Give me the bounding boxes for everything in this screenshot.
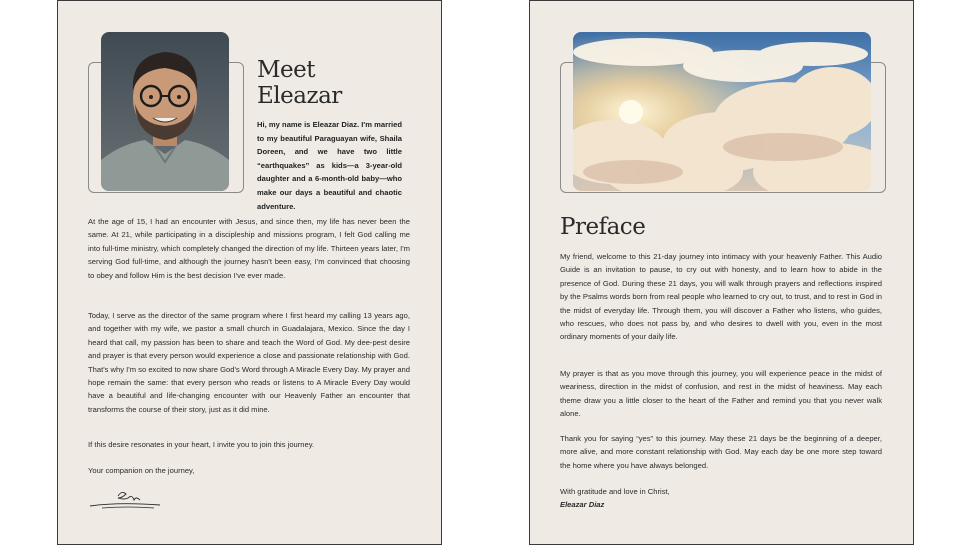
page-title: Preface <box>560 214 646 240</box>
intro-paragraph: Hi, my name is Eleazar Diaz. I'm married to my beautiful Paraguayan wife, Shaila Doreen, and we have two little “earthquakes” as kids—a 3-year-old daughter and a 6-month-old baby—who make our days a beautiful and chaotic adventure. <box>257 120 402 211</box>
preface-page <box>529 0 914 545</box>
handwritten-signature <box>88 486 168 512</box>
body-paragraph: My prayer is that as you move through this journey, you will experience peace in the midst of weariness, direction in the midst of confusion, and rest in the midst of heaviness. May each theme draw you a little closer to the heart of the Father and remind you that you never walk alone. <box>560 369 882 419</box>
author-name: Eleazar Diaz <box>560 500 605 510</box>
meet-eleazar-page <box>57 0 442 545</box>
closing-line: With gratitude and love in Christ, <box>560 487 670 496</box>
closing-line: Your companion on the journey, <box>88 466 195 475</box>
body-paragraph: Thank you for saying “yes” to this journey. May these 21 days be the beginning of a deeper, more alive, and more constant relationship with God. May each day be one more step toward the home where you have always belonged. <box>560 434 882 470</box>
clouds-sky-image <box>573 32 871 191</box>
closing-block <box>560 485 882 512</box>
body-paragraph: At the age of 15, I had an encounter with Jesus, and since then, my life has never been the same. At 21, while participating in a discipleship and missions program, I felt God calling me into full-time ministry, which completely changed the direction of my life. Thirteen years later, I'm serving God full-time, and although the journey hasn't been easy, I'm convinced that choosing to obey and follow Him is the best decision I've ever made. <box>88 217 410 280</box>
page-title <box>257 57 407 109</box>
title-text: Meet Eleazar <box>257 57 342 109</box>
body-paragraph: My friend, welcome to this 21-day journey into intimacy with your heavenly Father. This Audio Guide is an invitation to pause, to cry out with honesty, and to learn how to abide in the presence of God. During these 21 days, you will walk through prayers and reflections inspired by the Psalms words born from real people who learned to cry out, to trust, and to rest in God in the midst of everyday life. Through them, you will discover a Father who listens, who guides, who rescues, who does not pass by, and who desires to dwell with you, even in the most ordinary moments of your daily life. <box>560 252 882 342</box>
author-portrait-photo <box>101 32 229 191</box>
body-paragraph: Today, I serve as the director of the same program where I first heard my calling 13 years ago, and together with my wife, we pastor a small church in Guadalajara, Mexico. Since the day I heard that call, my passion has been to share and teach the Word of God. My dee-pest desire and prayer is that every person would experience a close and passionate relationship with God. That's why I'm so excited to now share God's Word through A Miracle Every Day. My prayer and hope remain the same: that every person who reads or listens to A Miracle Every Day would have a beautiful and life-changing encounter with our Heavenly Father an encounter that transforms the course of their story, just as it did mine. <box>88 311 410 414</box>
body-paragraph: If this desire resonates in your heart, I invite you to join this journey. <box>88 440 315 449</box>
